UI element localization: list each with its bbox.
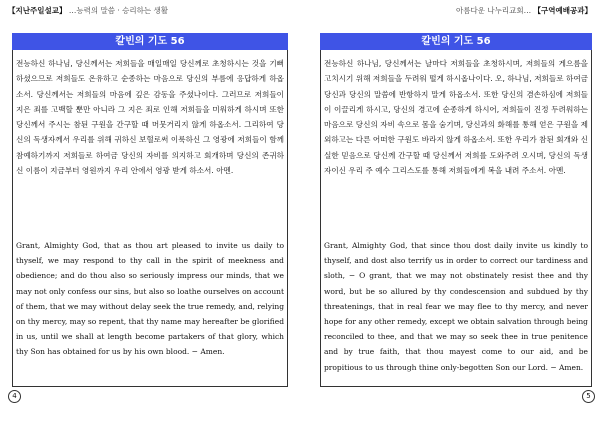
- left-korean-prayer: 전능하신 하나님, 당신께서는 저희들을 매일매일 당신께로 초청하시는 것을 기뻐하셨으므로 저희들도 온유하고 순종하는 마음으로 당신의 부름에 응답하게 하옵소서. 당신께서는 저희들의 마음에 깊은 감동을 주셨나이다. 그러므로 저희들이 지은 죄를 고백할 뿐만 아니라 그 지은 죄로 인해 저희들을 미워하게 하시며 또한 당신께서 주시는 참된 구원을 간구할 때 머뭇거리지 않게 하옵소서. 그리하여 당신의 독생자께서 우리를 위해 귀하신 보혈로써 이룩하신 그 영광에 저희들이 함께 참예하기까지 저희들로 하여금 당신의 자비를 의지하고 회개하며 당신의 존귀하신 이름이 지금부터 영원까지 우리 안에서 영광 받게 하소서. 아멘.: [16, 59, 284, 176]
- left-header-tag: 【지난주일설교】: [8, 6, 67, 15]
- right-title-bar: 칼빈의 기도 56: [320, 33, 592, 50]
- right-running-header: [456, 5, 592, 17]
- left-title-bar: 칼빈의 기도 56: [12, 33, 288, 50]
- right-header-tag: 【구역예배공과】: [533, 6, 592, 15]
- right-header-subtitle: 아름다운 나누리교회…: [456, 6, 532, 15]
- right-english-prayer: Grant, Almighty God, that since thou dost daily invite us kindly to thyself, and dost also terrify us in order to correct our tardiness and sloth, − O grant, that we may not obstinately resist thee and thy word, but be so allured by thy condescension and subdued by thy threatenings, that in real fear we may flee to thy mercy, and never hope for any other remedy, except we obtain salvation through being reconciled to thee, and that we may so seek thee in true penitence and by true faith, that thou mayest come to our aid, and be propitious to us through thine only-begotten Son our Lord. − Amen.: [324, 241, 588, 372]
- right-page: [300, 0, 600, 424]
- left-header-subtitle: …능력의 말씀 · 승리하는 생활: [68, 6, 168, 15]
- left-page-number: 4: [8, 390, 21, 403]
- left-english-prayer: Grant, Almighty God, that as thou art pleased to invite us daily to thyself, we may respond to thy call in the spirit of meekness and obedience; and do thou also so seriously impress our minds, that we may not only confess our sins, but also so loathe ourselves on account of them, that we may without delay seek the true remedy, and, relying on thy mercy, may so repent, that thy name may hereafter be glorified in us, until we shall at length become partakers of that glory, which thy Son has obtained for us by his own blood. − Amen.: [16, 241, 284, 357]
- right-korean-prayer: 전능하신 하나님, 당신께서는 날마다 저희들을 초청하시며, 저희들의 게으름을 고치시기 위해 저희들을 두려워 떨게 하시옵나이다. 오, 하나님, 저희들로 하여금 당신과 당신의 말씀에 반항하지 말게 하옵소서. 또한 당신의 겸손하심에 저희들이 이끌리게 하시고, 당신의 경고에 순종하게 하시어, 저희들이 진정 두려워하는 마음으로 당신의 자비 속으로 몸을 숨기며, 당신과의 화해를 통해 얻은 구원을 제외하고는 다른 어떠한 구원도 바라지 않게 하옵소서. 또한 우리가 참된 회개와 신실한 믿음으로 당신께 간구할 때 당신께서 저희를 도와주려 오시며, 당신의 독생자이신 우리 주 예수 그리스도를 통해 저희들에게 복을 내려 주소서. 아멘.: [324, 59, 588, 176]
- right-page-number: 5: [582, 390, 595, 403]
- left-running-header: [8, 5, 168, 17]
